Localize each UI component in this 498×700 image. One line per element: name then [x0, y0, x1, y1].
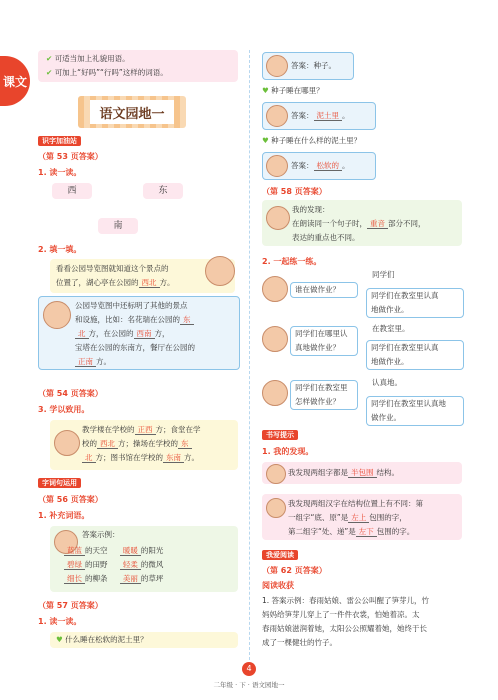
answer-box: 答案： 松软的 。: [262, 152, 376, 180]
page-number: 4: [242, 662, 256, 676]
question-bubble: 同学们在哪里认 真地做作业？: [290, 326, 358, 356]
tip-1: 可适当加上礼貌用语。: [54, 54, 130, 63]
footer-text: 二年级 · 下 · 语文园地一: [213, 681, 285, 689]
section-badge: 我爱阅读: [262, 550, 298, 560]
answer-phrase: 同学们: [372, 270, 395, 279]
child-avatar: [266, 105, 288, 127]
question-title: 1. 读一读。: [38, 617, 82, 626]
banner-title: 语文园地一: [90, 100, 174, 124]
answer-phrase: 认真地。: [372, 378, 402, 387]
boy-avatar: [43, 301, 71, 329]
child-avatar: [266, 55, 288, 77]
question-bubble: 同学们在教室里 怎样做作业？: [290, 380, 358, 410]
girl-avatar: [205, 256, 235, 286]
reading-answer: 1. 答案示例：春雨姑娘、雷公公叫醒了笋芽儿，竹 妈妈给笋芽儿穿上了一件件衣裳，怕她着凉。太 春雨姑娘滋润着她，太阳公公照耀着她，她终于长 成了一棵健壮的竹子。: [262, 596, 430, 647]
answer-heading: （第 58 页答案）: [262, 187, 327, 196]
lesson-tab: 课文: [0, 56, 30, 106]
section-banner: [78, 96, 186, 128]
question-title: 2. 填一填。: [38, 245, 82, 254]
answer-box: 答案示例： 蓝蓝 的天空 暖暖 的阳光 碧绿 的田野 轻柔 的微风 细长 的柳条 美丽 的草坪: [50, 526, 238, 592]
question-title: 1. 读一读。: [38, 168, 82, 177]
girl-avatar: [262, 276, 288, 302]
answer-box: 答案：种子。: [262, 52, 354, 80]
girl-avatar: [266, 464, 286, 484]
check-icon: ✔: [46, 68, 53, 77]
answer-box: 我发现两组汉字在结构位置上有不同：第 一组字“底、原”是 左上 包围的字， 第二组字“处、递”是 左下 包围的字。: [262, 494, 462, 540]
direction-card: 西: [52, 183, 92, 199]
boy-avatar: [262, 326, 288, 352]
question-title: 2. 一起练一练。: [262, 257, 322, 266]
answer-box: 公园导览图中还标明了其他的景点 和设施，比如：名花瑞在公园的 东 北 方，在公园的 西南 方， 宝塔在公园的东南方，餐厅在公园的 正南 方。: [38, 296, 240, 370]
boy-avatar: [266, 498, 286, 518]
column-divider: [249, 50, 250, 660]
tip-2: 可加上“好吗”“行吗”这样的词语。: [54, 68, 168, 77]
question-bubble: 谁在做作业？: [290, 282, 358, 298]
answer-bubble: 同学们在教室里认真地 做作业。: [366, 396, 464, 426]
answer-bubble: 同学们在教室里认真 地做作业。: [366, 288, 464, 318]
direction-card: 东: [143, 183, 183, 199]
girl-avatar: [266, 206, 290, 230]
example-label: 答案示例：: [82, 530, 120, 539]
boy-avatar: [262, 380, 288, 406]
heart-icon: ♥: [262, 136, 269, 145]
question-box: ♥ 什么睡在松软的泥土里？: [50, 632, 238, 648]
answer-box: 我发现两组字都是 半包围 结构。: [262, 462, 462, 484]
answer-heading: （第 53 页答案）: [38, 152, 103, 161]
answer-heading: （第 62 页答案）: [262, 566, 327, 575]
answer-heading: （第 54 页答案）: [38, 389, 103, 398]
direction-card: 南: [98, 218, 138, 234]
discovery-box: 我的发现： 在朗读同一个句子时， 重音 部分不同， 表达的重点也不同。: [262, 200, 462, 246]
answer-box: 看看公园导览图就知道这个景点的 位置了，湖心亭在公园的 西北 方。: [50, 259, 235, 293]
heart-icon: ♥: [262, 86, 269, 95]
question-title: 1. 我的发现。: [262, 447, 314, 456]
answer-box: 答案： 泥土里 。: [262, 102, 376, 130]
boy-avatar: [54, 430, 80, 456]
answer-phrase: 在教室里。: [372, 324, 410, 333]
tips-box: [38, 50, 238, 82]
question-title: 阅读收获: [262, 581, 294, 590]
answer-box: 教学楼在学校的 正西 方；食堂在学 校的 西北 方；操场在学校的 东 北 方；图书馆在学校的 东南 方。: [50, 420, 238, 470]
check-icon: ✔: [46, 54, 53, 63]
section-badge: 书写提示: [262, 430, 298, 440]
child-avatar: [266, 155, 288, 177]
answer-heading: （第 57 页答案）: [38, 601, 103, 610]
section-badge: 识字加油站: [38, 136, 81, 146]
question-title: 3. 学以致用。: [38, 405, 90, 414]
answer-heading: （第 56 页答案）: [38, 495, 103, 504]
section-badge: 字词句运用: [38, 478, 81, 488]
question-title: 1. 补充词语。: [38, 511, 90, 520]
heart-icon: ♥: [56, 635, 63, 644]
answer-bubble: 同学们在教室里认真 地做作业。: [366, 340, 464, 370]
